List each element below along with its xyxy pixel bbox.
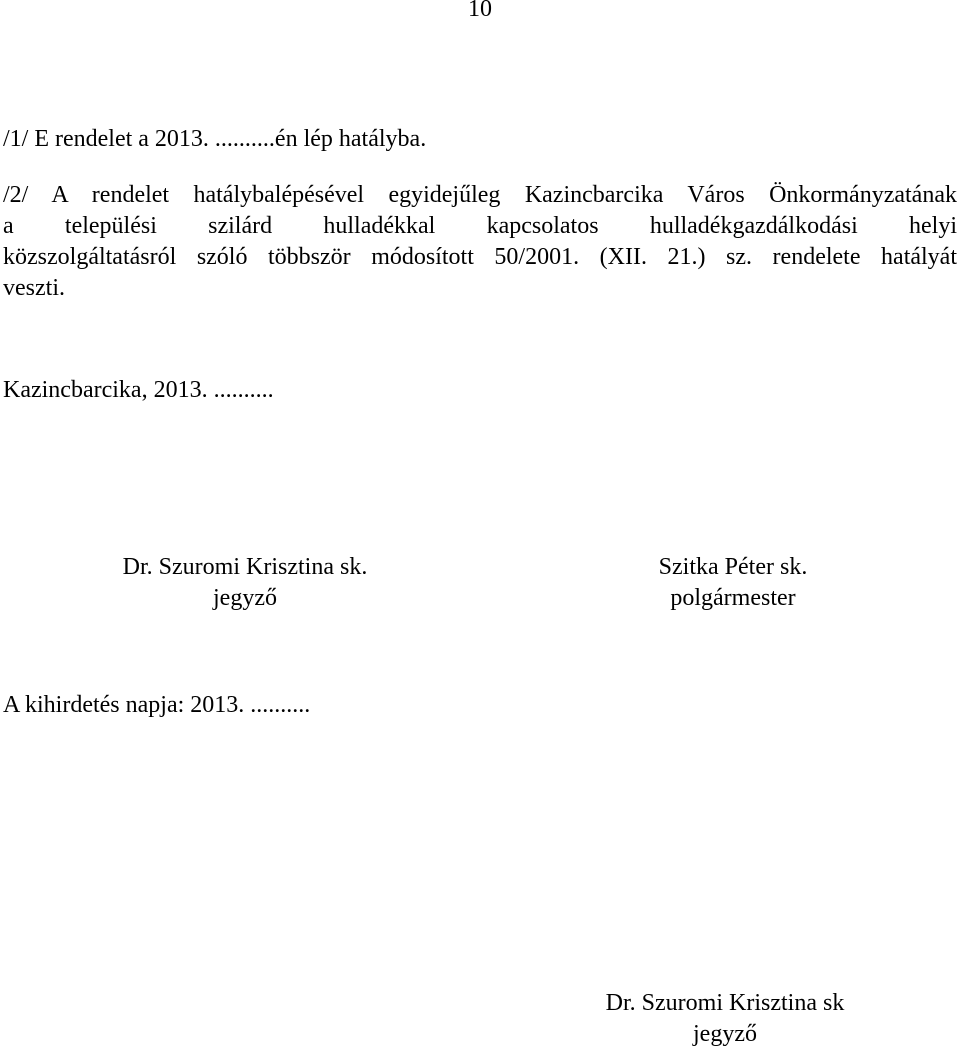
announcement-date: A kihirdetés napja: 2013. .......... [3, 692, 311, 718]
paragraph-2-line: a települési szilárd hulladékkal kapcsolatos hulladékgazdálkodási helyi [3, 213, 957, 239]
signature-name: Dr. Szuromi Krisztina sk. [122, 554, 368, 580]
signature-block-mayor [563, 552, 903, 614]
paragraph-1: /1/ E rendelet a 2013. ..........én lép hatályba. [3, 126, 427, 152]
paragraph-2 [3, 180, 957, 304]
signature-block-bottom [555, 988, 895, 1050]
paragraph-2-line: közszolgáltatásról szóló többször módosított 50/2001. (XII. 21.) sz. rendelete hatályát [3, 244, 957, 270]
signature-name: Szitka Péter sk. [658, 554, 808, 580]
signature-title: jegyző [213, 585, 277, 611]
signature-title: jegyző [693, 1021, 757, 1047]
paragraph-2-line: veszti. [3, 275, 65, 301]
place-date: Kazincbarcika, 2013. .......... [3, 377, 274, 403]
signature-title: polgármester [670, 585, 796, 611]
signature-name: Dr. Szuromi Krisztina sk [605, 990, 845, 1016]
paragraph-2-line: /2/ A rendelet hatálybalépésével egyidejűleg Kazincbarcika Város Önkormányzatának [3, 182, 957, 208]
signature-block-notary [75, 552, 415, 614]
page-number: 10 [468, 0, 492, 22]
